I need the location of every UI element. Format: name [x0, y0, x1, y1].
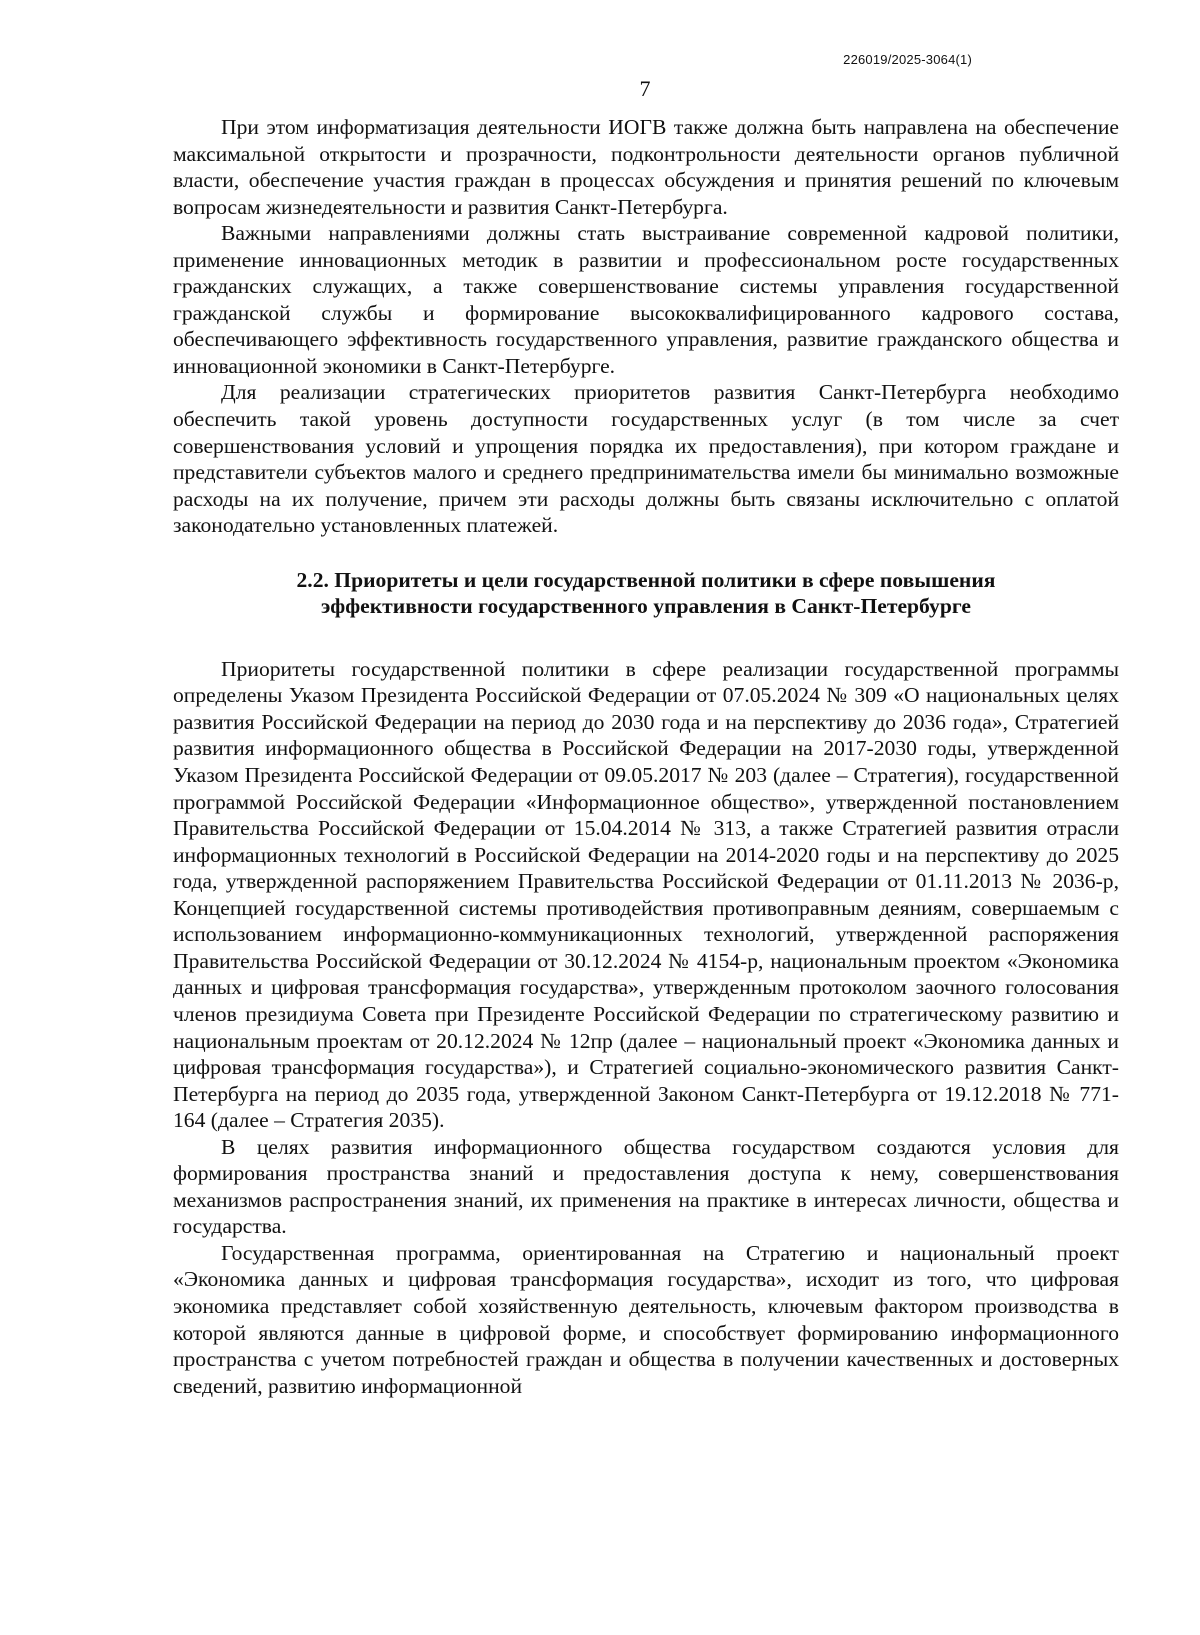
section-heading-line-1: 2.2. Приоритеты и цели государственной политики в сфере повышения: [296, 567, 996, 592]
paragraph-informatization: При этом информатизация деятельности ИОГВ также должна быть направлена на обеспечение максимальной открытости и прозрачности, подконтрольности деятельности органов публичной власти, обеспечение участия граждан в процессах обсуждения и принятия решений по ключевым вопросам жизнедеятельности и развития Санкт-Петербурга.: [173, 115, 1119, 219]
page-number: 7: [639, 76, 651, 101]
document-registration-number: 226019/2025-3064(1): [843, 52, 972, 67]
section-heading-line-2: эффективности государственного управления в Санкт-Петербурге: [321, 594, 971, 619]
paragraph-public-services: Для реализации стратегических приоритетов развития Санкт-Петербурга необходимо обеспечить такой уровень доступности государственных услуг (в том числе за счет совершенствования условий и упрощения порядка их предоставления), при котором граждане и представители субъектов малого и среднего предпринимательства имели бы минимально возможные расходы на их получение, причем эти расходы должны быть связаны исключительно с оплатой законодательно установленных платежей.: [173, 380, 1119, 538]
paragraph-personnel-policy: Важными направлениями должны стать выстраивание современной кадровой политики, применение инновационных методик в развитии и профессиональном росте государственных гражданских служащих, а также совершенствование системы управления государственной гражданской службы и формирование высококвалифицированного кадрового состава, обеспечивающего эффективность государственного управления, развитие гражданского общества и инновационной экономики в Санкт-Петербурге.: [173, 221, 1119, 378]
document-body: [173, 114, 1119, 1399]
section-heading: [173, 567, 1119, 620]
paragraph-policy-priorities: Приоритеты государственной политики в сфере реализации государственной программы определены Указом Президента Российской Федерации от 07.05.2024 № 309 «О национальных целях развития Российской Федерации на период до 2030 года и на перспективу до 2036 года», Стратегией развития информационного общества в Российской Федерации на 2017-2030 годы, утвержденной Указом Президента Российской Федерации от 09.05.2017 № 203 (далее – Стратегия), государственной программой Российской Федерации «Информационное общество», утвержденной постановлением Правительства Российской Федерации от 15.04.2014 № 313, а также Стратегией развития отрасли информационных технологий в Российской Федерации на 2014-2020 годы и на перспективу до 2025 года, утвержденной распоряжением Правительства Российской Федерации от 01.11.2013 № 2036-р, Концепцией государственной системы противодействия противоправным деяниям, совершаемым с использованием информационно-коммуникационных технологий, утвержденной распоряжения Правительства Российской Федерации от 30.12.2024 № 4154-р, национальным проектом «Экономика данных и цифровая трансформация государства», утвержденным протоколом заочного голосования членов президиума Совета при Президенте Российской Федерации по стратегическому развитию и национальным проектам от 20.12.2024 № 12пр (далее – национальный проект «Экономика данных и цифровая трансформация государства»), и Стратегией социально-экономического развития Санкт-Петербурга на период до 2035 года, утвержденной Законом Санкт-Петербурга от 19.12.2018 № 771-164 (далее – Стратегия 2035).: [173, 656, 1119, 1133]
paragraph-digital-economy: Государственная программа, ориентированная на Стратегию и национальный проект «Экономика данных и цифровая трансформация государства», исходит из того, что цифровая экономика представляет собой хозяйственную деятельность, ключевым фактором производства в которой являются данные в цифровой форме, и способствует формированию информационного пространства с учетом потребностей граждан и общества в получении качественных и достоверных сведений, развитию информационной: [173, 1240, 1119, 1398]
paragraph-information-society: В целях развития информационного общества государством создаются условия для формирования пространства знаний и предоставления доступа к нему, совершенствования механизмов распространения знаний, их применения на практике в интересах личности, общества и государства.: [173, 1134, 1119, 1239]
